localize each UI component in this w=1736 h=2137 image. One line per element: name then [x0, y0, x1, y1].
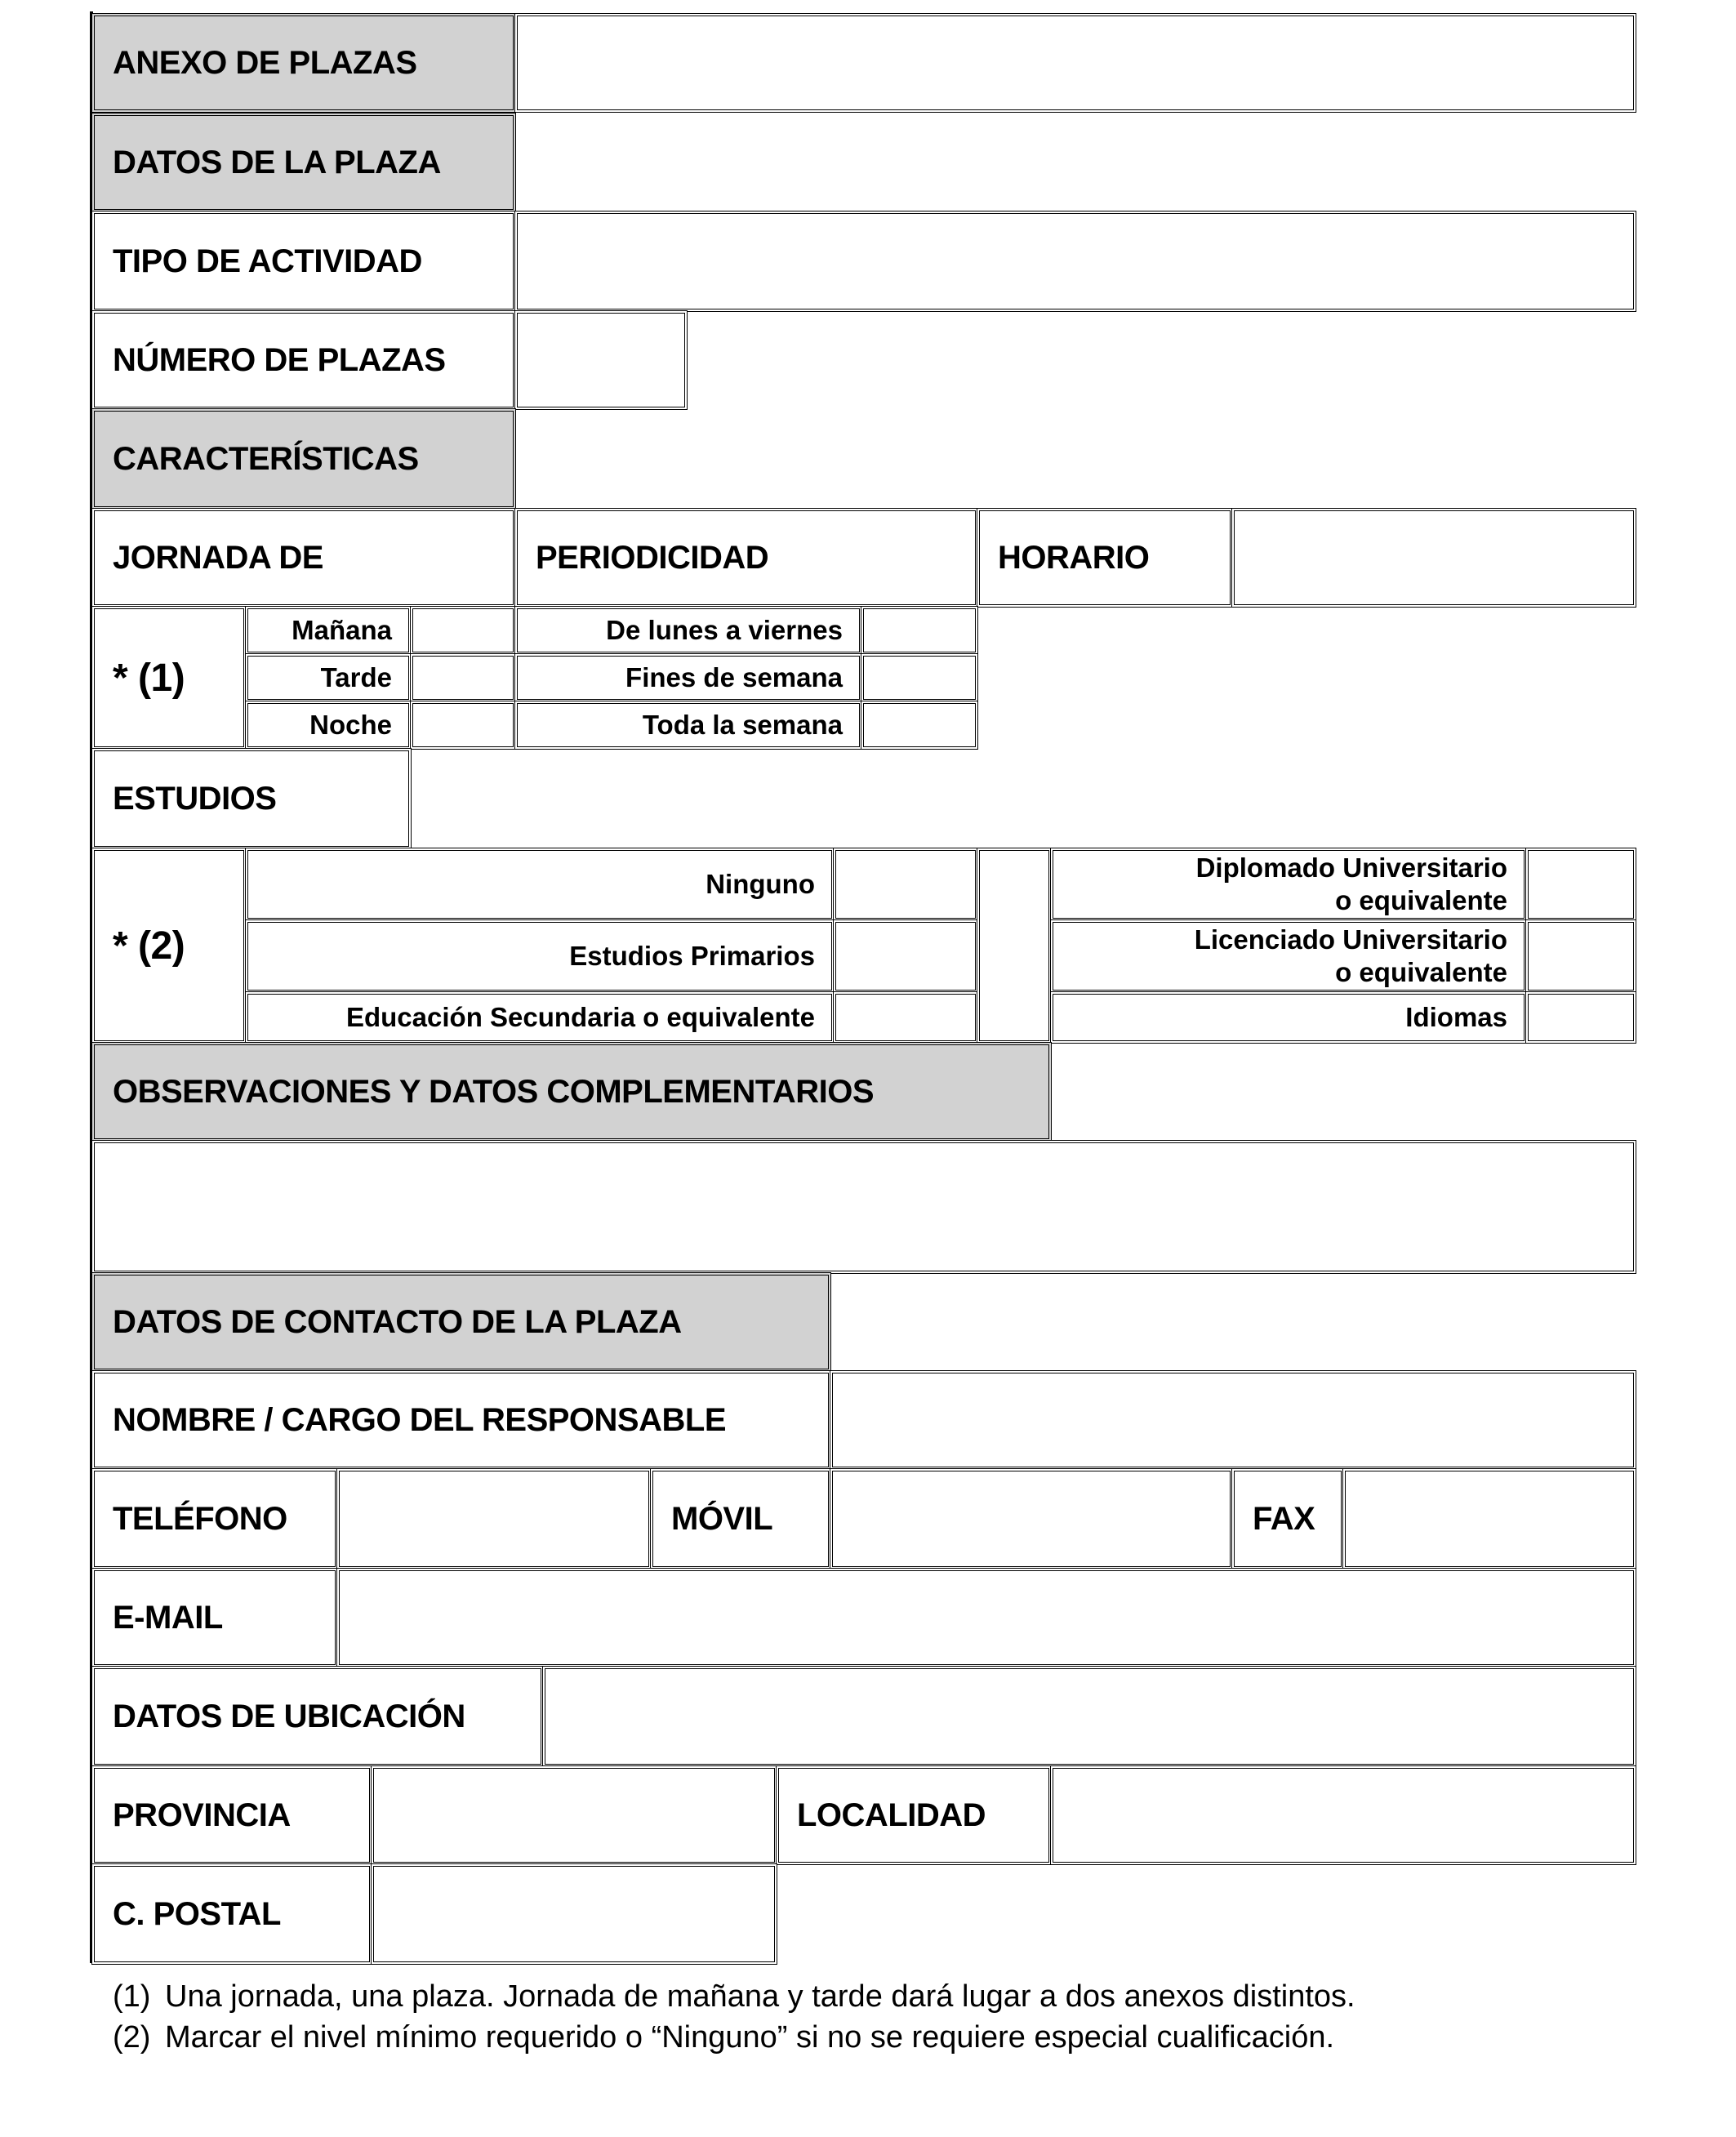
jornada-noche-checkbox[interactable]: [410, 701, 516, 750]
periodicidad-option-label: Fines de semana: [514, 653, 862, 702]
estudios-spacer: [977, 848, 1052, 1044]
periodicidad-option-label: Toda la semana: [514, 701, 862, 750]
tipo-de-actividad-label: TIPO DE ACTIVIDAD: [91, 211, 516, 312]
section-observaciones: OBSERVACIONES Y DATOS COMPLEMENTARIOS: [91, 1042, 1052, 1142]
telefono-label: TELÉFONO: [91, 1468, 338, 1569]
periodicidad-fines-semana-checkbox[interactable]: [861, 653, 978, 702]
localidad-field[interactable]: [1050, 1765, 1636, 1865]
email-field[interactable]: [336, 1568, 1636, 1667]
section-anexo-de-plazas: ANEXO DE PLAZAS: [91, 13, 516, 113]
estudios-label: ESTUDIOS: [91, 748, 412, 849]
estudios-option-label: Estudios Primarios: [245, 919, 835, 993]
localidad-label: LOCALIDAD: [776, 1765, 1052, 1865]
estudios-idiomas-checkbox[interactable]: [1525, 991, 1636, 1044]
footnote-2-text: Marcar el nivel mínimo requerido o “Ninguno” si no se requiere especial cualificación.: [165, 2020, 1335, 2055]
footnote-1-number: (1): [113, 1979, 151, 2014]
jornada-option-label: Tarde: [245, 653, 412, 702]
datos-de-ubicacion-label: DATOS DE UBICACIÓN: [91, 1666, 544, 1767]
footnote-2-number: (2): [113, 2020, 151, 2055]
tipo-de-actividad-field[interactable]: [514, 211, 1636, 312]
horario-label: HORARIO: [977, 508, 1233, 608]
nombre-cargo-label: NOMBRE / CARGO DEL RESPONSABLE: [91, 1370, 831, 1470]
estudios-option-label: Ninguno: [245, 848, 835, 921]
jornada-manana-checkbox[interactable]: [410, 606, 516, 655]
telefono-field[interactable]: [336, 1468, 652, 1569]
observaciones-field[interactable]: [91, 1140, 1636, 1274]
estudios-option-label: Diplomado Universitario o equivalente: [1050, 848, 1527, 921]
periodicidad-label: PERIODICIDAD: [514, 508, 978, 608]
section-datos-de-contacto: DATOS DE CONTACTO DE LA PLAZA: [91, 1272, 831, 1372]
estudios-marker: * (2): [91, 848, 247, 1044]
fax-field[interactable]: [1342, 1468, 1636, 1569]
footnote-2: [113, 2020, 1334, 2055]
horario-field[interactable]: [1231, 508, 1636, 608]
estudios-option-label: Educación Secundaria o equivalente: [245, 991, 835, 1044]
footnote-1: [113, 1979, 1355, 2015]
estudios-option-label: Licenciado Universitario o equivalente: [1050, 919, 1527, 993]
nombre-cargo-field[interactable]: [830, 1370, 1636, 1470]
estudios-option-label: Idiomas: [1050, 991, 1527, 1044]
numero-de-plazas-field[interactable]: [514, 310, 688, 410]
numero-de-plazas-label: NÚMERO DE PLAZAS: [91, 310, 516, 410]
estudios-primarios-checkbox[interactable]: [833, 919, 978, 993]
jornada-tarde-checkbox[interactable]: [410, 653, 516, 702]
section-datos-de-la-plaza: DATOS DE LA PLAZA: [91, 113, 516, 212]
movil-label: MÓVIL: [650, 1468, 831, 1569]
jornada-marker: * (1): [91, 606, 247, 750]
c-postal-field[interactable]: [371, 1863, 777, 1965]
provincia-label: PROVINCIA: [91, 1765, 372, 1865]
c-postal-label: C. POSTAL: [91, 1863, 372, 1965]
email-label: E-MAIL: [91, 1568, 338, 1667]
estudios-secundaria-checkbox[interactable]: [833, 991, 978, 1044]
jornada-option-label: Noche: [245, 701, 412, 750]
section-caracteristicas: CARACTERÍSTICAS: [91, 408, 516, 510]
movil-field[interactable]: [830, 1468, 1233, 1569]
provincia-field[interactable]: [371, 1765, 777, 1865]
periodicidad-toda-semana-checkbox[interactable]: [861, 701, 978, 750]
periodicidad-option-label: De lunes a viernes: [514, 606, 862, 655]
footnote-1-text: Una jornada, una plaza. Jornada de mañana y tarde dará lugar a dos anexos distintos.: [165, 1979, 1355, 2014]
datos-de-ubicacion-field[interactable]: [542, 1666, 1636, 1767]
estudios-licenciado-checkbox[interactable]: [1525, 919, 1636, 993]
fax-label: FAX: [1231, 1468, 1344, 1569]
estudios-diplomado-checkbox[interactable]: [1525, 848, 1636, 921]
estudios-ninguno-checkbox[interactable]: [833, 848, 978, 921]
periodicidad-lunes-viernes-checkbox[interactable]: [861, 606, 978, 655]
anexo-de-plazas-field[interactable]: [514, 13, 1636, 113]
jornada-option-label: Mañana: [245, 606, 412, 655]
jornada-de-label: JORNADA DE: [91, 508, 516, 608]
